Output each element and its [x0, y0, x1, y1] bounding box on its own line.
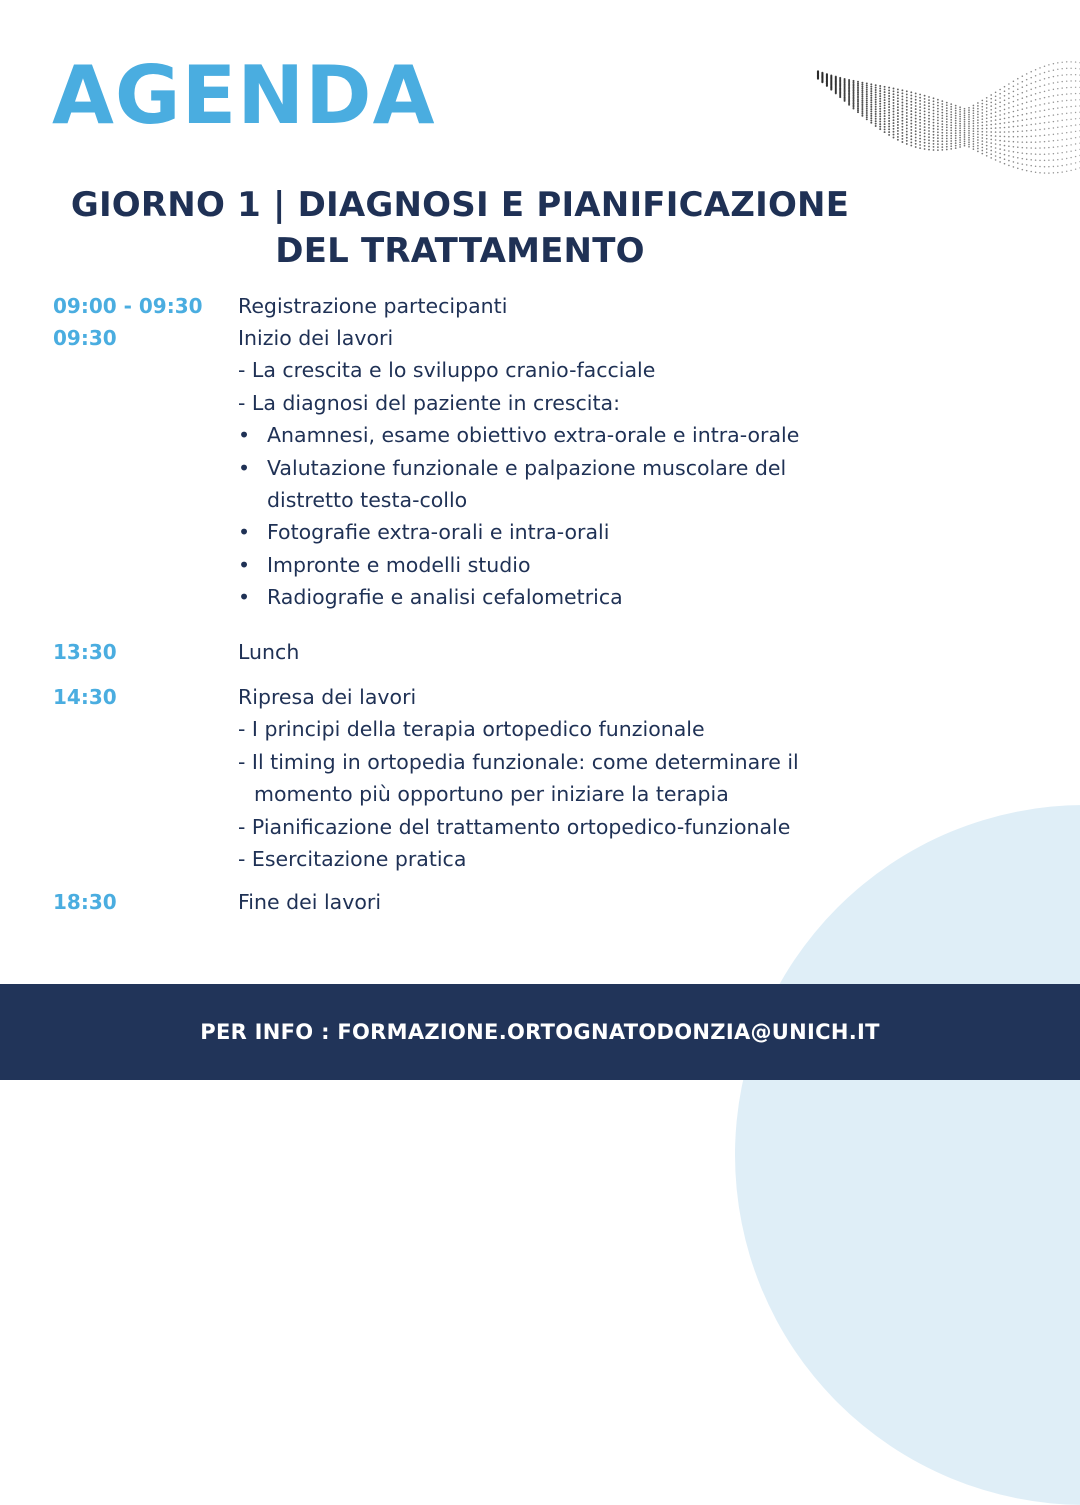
footer-bar: [0, 984, 1080, 1080]
page-title: AGENDA: [52, 49, 436, 142]
bullet-text: Impronte e modelli studio: [267, 552, 531, 577]
agenda-lines: [238, 636, 878, 668]
bullet-text: Radiografie e analisi cefalometrica: [267, 585, 623, 610]
agenda-line: Inizio dei lavori: [238, 326, 394, 350]
bullet-item: [238, 516, 878, 548]
footer-contact-email[interactable]: PER INFO : FORMAZIONE.ORTOGNATODONZIA@UNICH.IT: [200, 1020, 880, 1044]
subtitle-line-2: DEL TRATTAMENTO: [275, 231, 645, 271]
bullet-text: Valutazione funzionale e palpazione muscolare del: [267, 455, 787, 480]
bullet-continuation: distretto testa-collo: [267, 488, 468, 513]
bullet-icon: •: [238, 455, 251, 480]
agenda-line: Ripresa dei lavori: [238, 685, 417, 709]
bullet-item: [238, 419, 878, 451]
bullet-text: Anamnesi, esame obiettivo extra-orale e intra-orale: [267, 423, 800, 448]
day-subtitle: [40, 182, 880, 274]
agenda-lines: [238, 681, 878, 875]
agenda-line: - La crescita e lo sviluppo cranio-facciale: [238, 358, 656, 383]
bullet-icon: •: [238, 423, 251, 448]
agenda-line: Lunch: [238, 640, 300, 664]
agenda-time: 13:30: [53, 640, 117, 664]
agenda-line: - I principi della terapia ortopedico funzionale: [238, 717, 705, 742]
agenda-line: - La diagnosi del paziente in crescita:: [238, 390, 620, 415]
agenda-time: 18:30: [53, 890, 117, 914]
agenda-line: - Pianificazione del trattamento ortopedico-funzionale: [238, 814, 791, 839]
agenda-time: 14:30: [53, 685, 117, 709]
subtitle-line-1: GIORNO 1 | DIAGNOSI E PIANIFICAZIONE: [70, 185, 850, 225]
agenda-lines: [238, 886, 878, 918]
bullet-item: [238, 452, 878, 484]
bullet-item: [238, 581, 878, 613]
bullet-item: [238, 549, 878, 581]
bullet-icon: •: [238, 520, 251, 545]
agenda-time: 09:00 - 09:30: [53, 294, 203, 318]
agenda-line: Registrazione partecipanti: [238, 294, 508, 318]
agenda-line: - Il timing in ortopedia funzionale: come determinare il: [238, 749, 799, 774]
agenda-line: - Esercitazione pratica: [238, 847, 467, 872]
agenda-time: 09:30: [53, 326, 117, 350]
bullet-icon: •: [238, 552, 251, 577]
bullet-text: Fotografie extra-orali e intra-orali: [267, 520, 610, 545]
agenda-line: Fine dei lavori: [238, 890, 382, 914]
agenda-lines: [238, 322, 878, 614]
agenda-line-continuation: momento più opportuno per iniziare la terapia: [254, 782, 729, 807]
bullet-icon: •: [238, 585, 251, 610]
agenda-lines: [238, 290, 878, 322]
